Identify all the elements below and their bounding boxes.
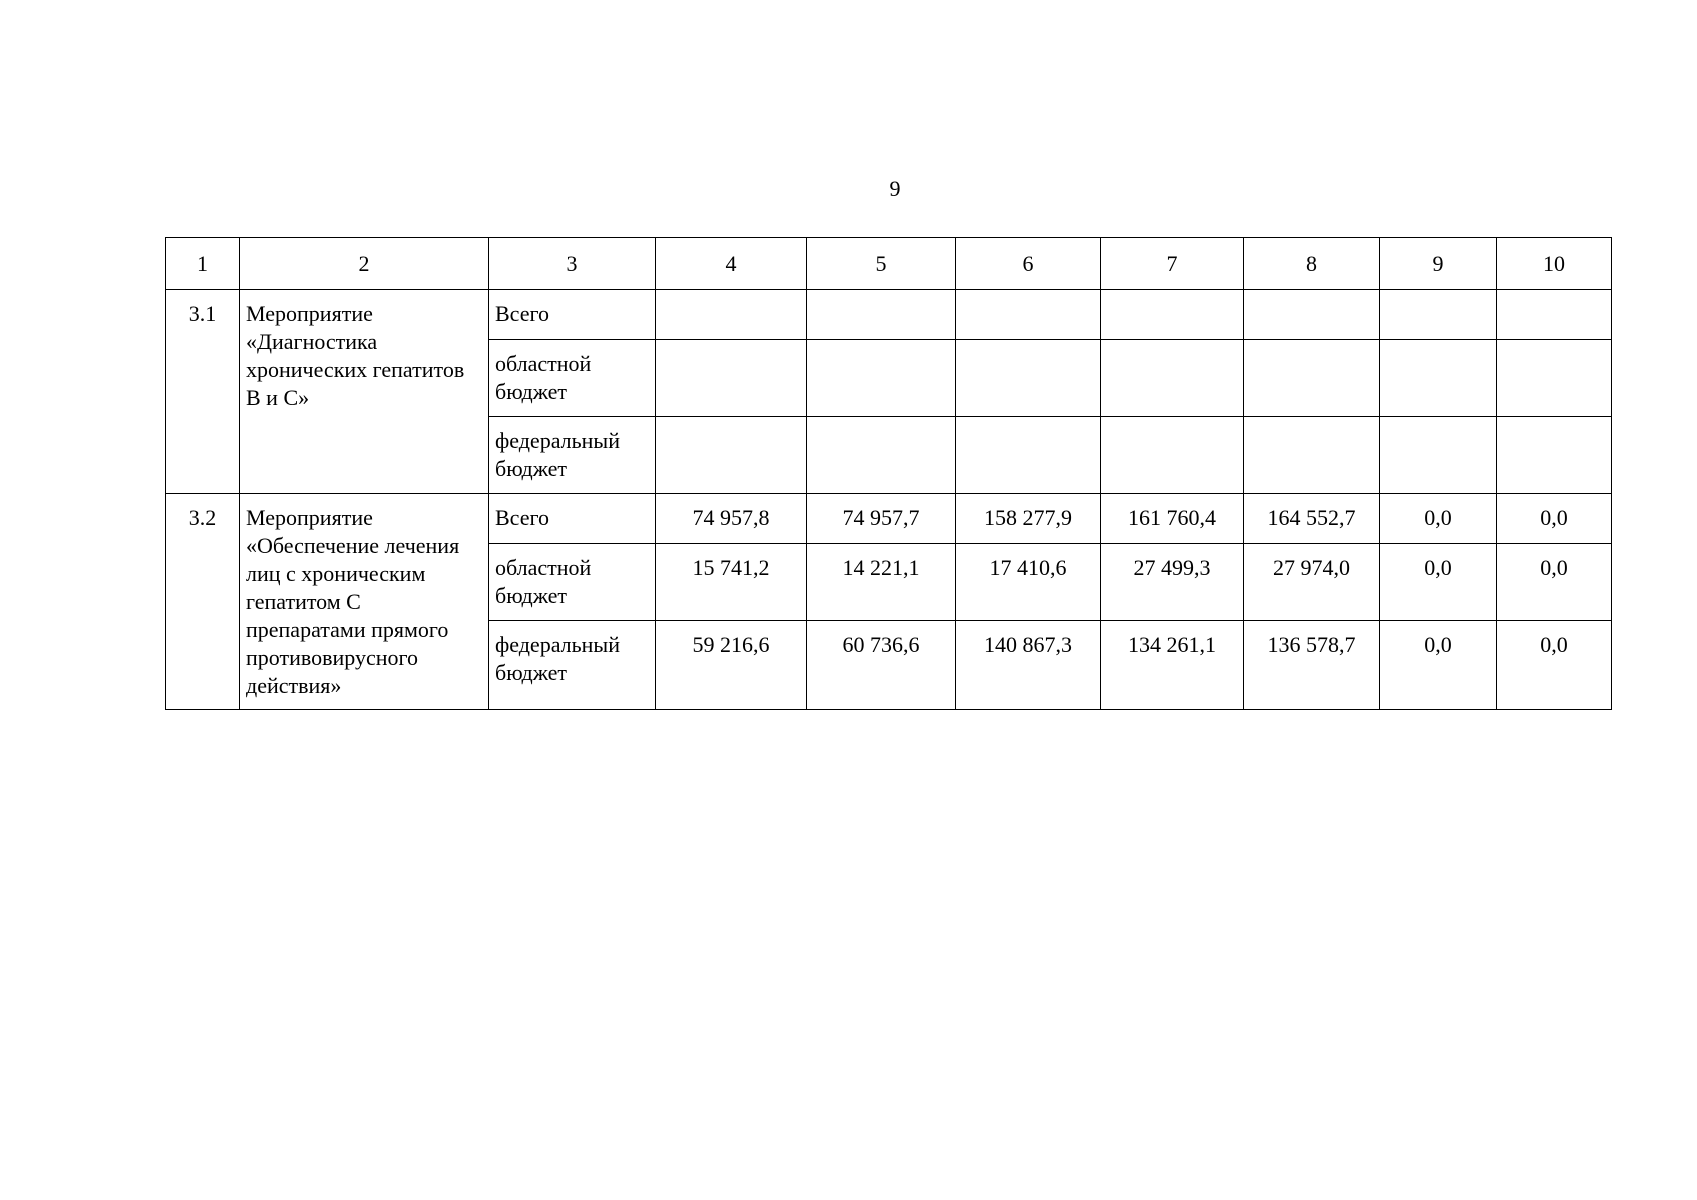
value-cell: 0,0 — [1380, 621, 1497, 710]
item-number: 3.2 — [166, 494, 240, 710]
value-cell: 59 216,6 — [656, 621, 807, 710]
value-cell: 0,0 — [1497, 544, 1612, 621]
funding-source: Всего — [489, 290, 656, 340]
value-cell — [956, 290, 1101, 340]
header-cell: 2 — [240, 238, 489, 290]
value-cell: 15 741,2 — [656, 544, 807, 621]
item-name: Мероприятие «Диагностика хронических гепатитов B и C» — [240, 290, 489, 494]
value-cell — [1497, 290, 1612, 340]
value-cell — [656, 340, 807, 417]
table-row — [166, 494, 1612, 544]
value-cell — [656, 290, 807, 340]
table-row — [166, 290, 1612, 340]
value-cell — [1497, 417, 1612, 494]
header-cell: 9 — [1380, 238, 1497, 290]
value-cell: 27 499,3 — [1101, 544, 1244, 621]
value-cell: 60 736,6 — [807, 621, 956, 710]
value-cell: 0,0 — [1497, 494, 1612, 544]
value-cell: 0,0 — [1380, 494, 1497, 544]
value-cell: 74 957,7 — [807, 494, 956, 544]
value-cell — [1497, 340, 1612, 417]
funding-source: Всего — [489, 494, 656, 544]
value-cell — [1101, 290, 1244, 340]
value-cell: 0,0 — [1380, 544, 1497, 621]
value-cell: 164 552,7 — [1244, 494, 1380, 544]
header-cell: 5 — [807, 238, 956, 290]
value-cell — [1244, 290, 1380, 340]
value-cell — [1101, 417, 1244, 494]
funding-source: областной бюджет — [489, 544, 656, 621]
value-cell — [656, 417, 807, 494]
budget-table — [165, 237, 1612, 710]
value-cell: 136 578,7 — [1244, 621, 1380, 710]
funding-source: областной бюджет — [489, 340, 656, 417]
header-cell: 10 — [1497, 238, 1612, 290]
value-cell: 134 261,1 — [1101, 621, 1244, 710]
value-cell — [807, 417, 956, 494]
value-cell — [1380, 340, 1497, 417]
value-cell: 140 867,3 — [956, 621, 1101, 710]
value-cell — [1380, 417, 1497, 494]
value-cell — [1244, 340, 1380, 417]
value-cell — [1244, 417, 1380, 494]
funding-source: федеральный бюджет — [489, 621, 656, 710]
value-cell: 17 410,6 — [956, 544, 1101, 621]
header-cell: 8 — [1244, 238, 1380, 290]
table-header-row — [166, 238, 1612, 290]
value-cell — [956, 417, 1101, 494]
value-cell: 14 221,1 — [807, 544, 956, 621]
value-cell: 161 760,4 — [1101, 494, 1244, 544]
header-cell: 1 — [166, 238, 240, 290]
item-number: 3.1 — [166, 290, 240, 494]
funding-source: федеральный бюджет — [489, 417, 656, 494]
value-cell: 74 957,8 — [656, 494, 807, 544]
header-cell: 4 — [656, 238, 807, 290]
header-cell: 6 — [956, 238, 1101, 290]
value-cell — [807, 290, 956, 340]
value-cell — [1380, 290, 1497, 340]
value-cell: 158 277,9 — [956, 494, 1101, 544]
value-cell: 0,0 — [1497, 621, 1612, 710]
value-cell — [1101, 340, 1244, 417]
value-cell — [807, 340, 956, 417]
header-cell: 7 — [1101, 238, 1244, 290]
value-cell: 27 974,0 — [1244, 544, 1380, 621]
page-number: 9 — [889, 176, 901, 201]
item-name: Мероприятие «Обеспечение лечения лиц с хроническим гепатитом C препаратами прямого противовирусного действия» — [240, 494, 489, 710]
header-cell: 3 — [489, 238, 656, 290]
value-cell — [956, 340, 1101, 417]
